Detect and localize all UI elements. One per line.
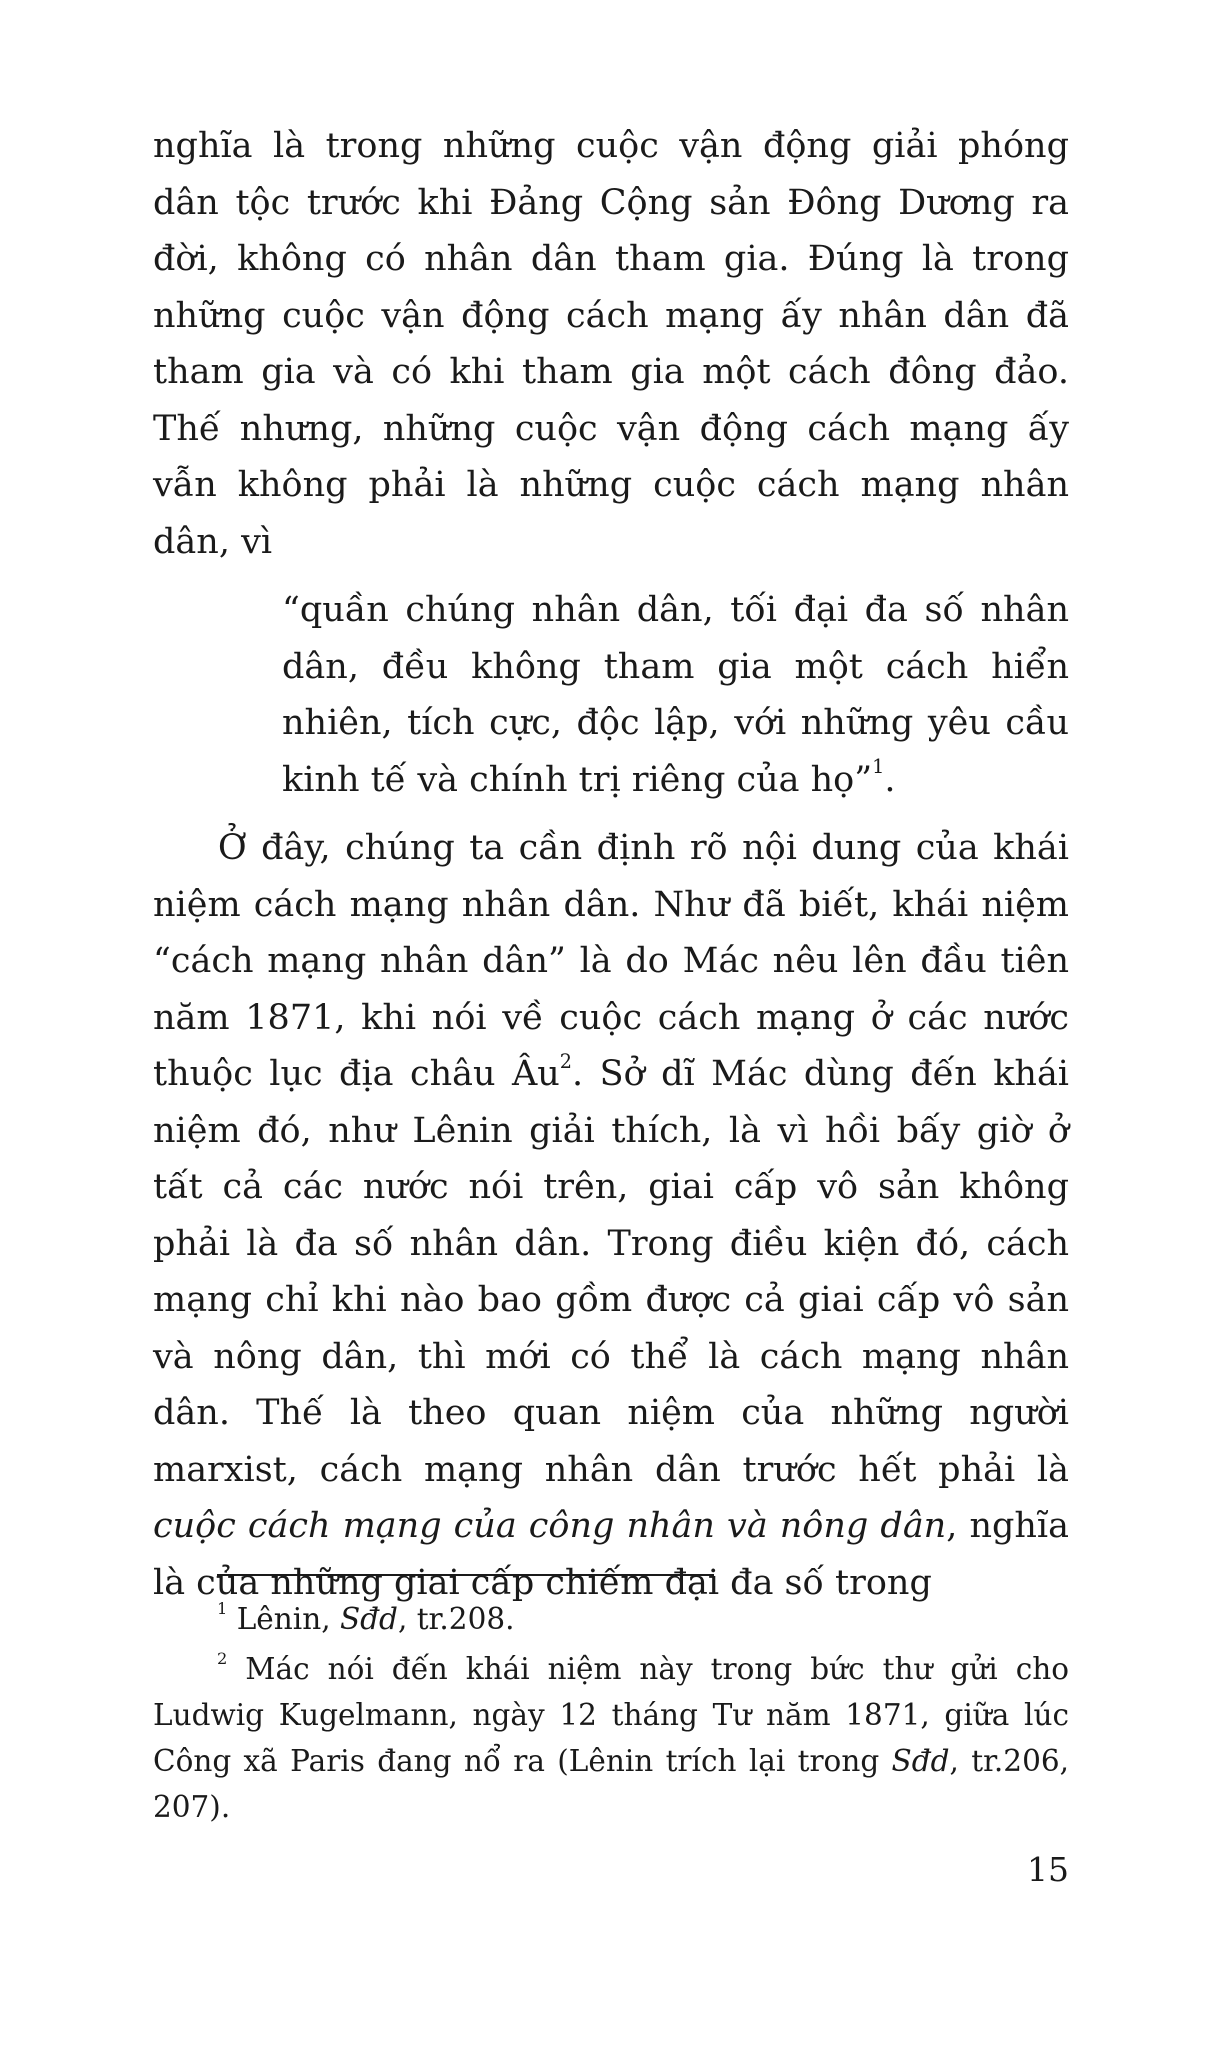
block-quote: “quần chúng nhân dân, tối đại đa số nhân dân, đều không tham gia một cách hiển nhiên, tích cực, độc lập, với những yêu cầu kinh tế và chính trị riêng của họ”$^1$. xyxy=(282,590,1069,800)
footnote-italic: Sđd xyxy=(339,1602,398,1636)
page-number: 15 xyxy=(1027,1850,1069,1889)
paragraph-1: nghĩa là trong những cuộc vận động giải phóng dân tộc trước khi Đảng Cộng sản Đông Dương ra đời, không có nhân dân tham gia. Đúng là trong những cuộc vận động cách mạng ấy nhân dân đã tham gia và có khi tham gia một cách đông đảo. Thế nhưng, những cuộc vận động cách mạng ấy vẫn không phải là những cuộc cách mạng nhân dân, vì xyxy=(153,126,1069,562)
footnote-text: Mác nói đến khái niệm này trong bức thư gửi cho Ludwig Kugelmann, ngày 12 tháng Tư năm 1871, giữa lúc Công xã Paris đang nổ ra (Lênin trích lại trong xyxy=(153,1652,1069,1778)
footnote-text: Lênin, xyxy=(236,1602,340,1636)
paragraph-2 xyxy=(153,820,1069,1611)
footnote-italic: Sđd xyxy=(891,1744,950,1778)
paragraph-2-part-a: Ở đây, chúng ta cần định rõ nội dung của khái niệm cách mạng nhân dân. Như đã biết, khái niệm “cách mạng nhân dân” là do Mác nêu lên đầu tiên năm 1871, khi nói về cuộc cách mạng ở các nước thuộc lục địa châu Âu xyxy=(153,828,1069,1094)
paragraph-2-part-b: . Sở dĩ Mác dùng đến khái niệm đó, như Lênin giải thích, là vì hồi bấy giờ ở tất cả các nước nói trên, giai cấp vô sản không phải là đa số nhân dân. Trong điều kiện đó, cách mạng chỉ khi nào bao gồm được cả giai cấp vô sản và nông dân, thì mới có thể là cách mạng nhân dân. Thế là theo quan niệm của những người marxist, cách mạng nhân dân trước hết phải là xyxy=(153,1054,1070,1490)
footnote-text: , tr.206, 207). xyxy=(153,1744,1069,1824)
quote-text: “quần chúng nhân dân, tối đại đa số nhân dân, đều không tham gia một cách hiển nhiên, tích cực, độc lập, với những yêu cầu kinh tế và chính trị riêng của họ” xyxy=(282,590,1069,800)
paragraph-2-italic: cuộc cách mạng của công nhân và nông dân xyxy=(153,1506,947,1546)
footnote-number: 1 xyxy=(217,1599,228,1619)
footnote-1 xyxy=(153,1596,1069,1642)
footnote-text: , tr.208. xyxy=(397,1602,515,1636)
footnote-2 xyxy=(153,1646,1069,1830)
spacer xyxy=(153,570,1069,582)
footnote-number: 2 xyxy=(217,1649,228,1669)
main-text xyxy=(153,118,1069,1611)
footnote-ref-2: 2 xyxy=(559,1049,573,1073)
footnote-ref-1: 1 xyxy=(872,755,885,779)
paragraph-2-part-c: , nghĩa là của những giai cấp chiếm đại đa số trong xyxy=(153,1506,1069,1603)
footnote-divider xyxy=(217,1574,714,1576)
spacer xyxy=(153,808,1069,820)
footnotes xyxy=(153,1596,1069,1834)
